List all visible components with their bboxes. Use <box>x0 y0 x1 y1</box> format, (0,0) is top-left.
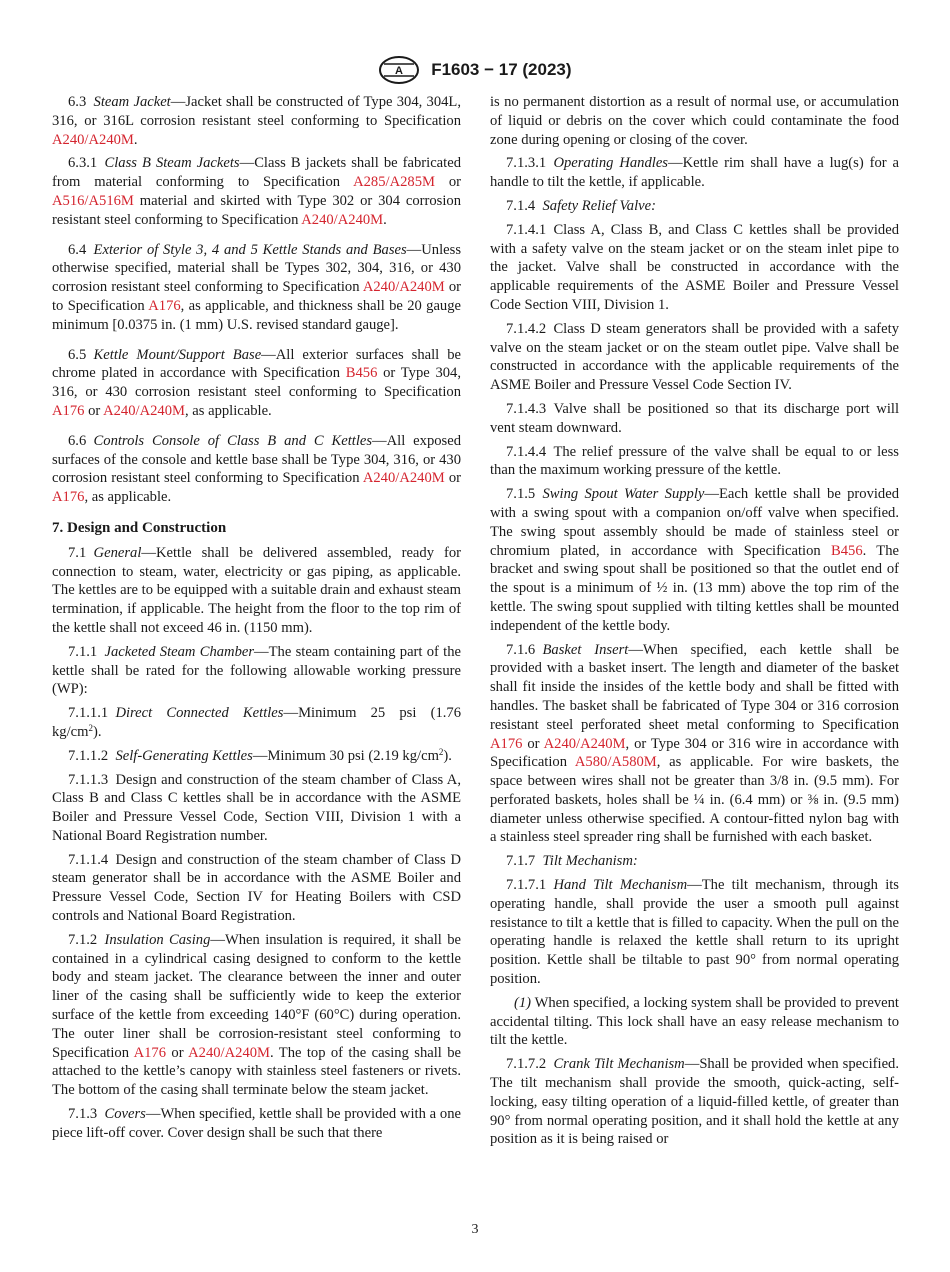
paragraph-7-1-1: 7.1.1 Jacketed Steam Chamber—The steam containing part of the kettle shall be rated for the following allowable working pressure (WP): <box>52 643 461 698</box>
paragraph-7-1-4-4: 7.1.4.4 The relief pressure of the valve shall be equal to or less than the maximum working pressure of the kettle. <box>490 443 899 479</box>
paragraph-7-1-7-1: 7.1.7.1 Hand Tilt Mechanism—The tilt mechanism, through its operating handle, shall provide the user a smooth pull against resistance to tilt a kettle that is filled to capacity. When the pull on the operating handle is relaxed the kettle shall return to its upright position. Kettle shall be tiltable to past 90° from normal operating position. <box>490 877 899 988</box>
paragraph-6-6: 6.6 Controls Console of Class B and C Kettles—All exposed surfaces of the console and kettle base shall be Type 304, 316, or 430 corrosion resistant steel conforming to Specification A240/A240M or A176, as applicable. <box>52 432 462 506</box>
paragraph-7-1-1-3: 7.1.1.3 Design and construction of the steam chamber of Class A, Class B and Class C kettles shall be in accordance with the ASME Boiler and Pressure Vessel Code, Section VIII, Division 1 with a National Board Registration number. <box>52 771 461 844</box>
paragraph-7-1-1-4: 7.1.1.4 Design and construction of the steam chamber of Class D steam generator shall be in accordance with the ASME Boiler and Pressure Vessel Code, Section IV for Heating Boilers with CSD controls and National Board Registration. <box>52 851 461 925</box>
ref-link[interactable]: A240/A240M <box>52 131 134 148</box>
paragraph-6-3: 6.3 Steam Jacket—Jacket shall be constructed of Type 304, 304L, 316, or 316L corrosion resistant steel conforming to Specification A240/A240M. <box>52 94 461 148</box>
standard-designation: F1603 − 17 (2023) <box>431 60 572 79</box>
paragraph-7-1-4-3: 7.1.4.3 Valve shall be positioned so that its discharge port will vent steam downward. <box>490 400 899 436</box>
ref-link[interactable]: A240/A240M <box>543 735 626 752</box>
paragraph-7-1-3-continued: is no permanent distortion as a result of normal use, or accumulation of liquid or debris on the cover which could contaminate the food zone during opening or closing of the cover. <box>490 94 899 148</box>
ref-link[interactable]: A240/A240M <box>103 402 185 419</box>
paragraph-7-1-3-1: 7.1.3.1 Operating Handles—Kettle rim shall have a lug(s) for a handle to tilt the kettle, if applicable. <box>490 155 899 191</box>
svg-text:A: A <box>395 65 404 77</box>
paragraph-6-4: 6.4 Exterior of Style 3, 4 and 5 Kettle Stands and Bases—Unless otherwise specified, material shall be Types 302, 304, 316, or 430 corrosion resistant steel conforming to Specification A240/A240M or to Specification A176, as applicable, and thickness shall be 20 gauge minimum [0.0375 in. (1 mm) U.S. revised standard gauge]. <box>52 241 461 333</box>
ref-link[interactable]: A176 <box>133 1044 167 1061</box>
right-column <box>490 93 899 1154</box>
ref-link[interactable]: A240/A240M <box>188 1044 271 1061</box>
paragraph-7-1-4-2: 7.1.4.2 Class D steam generators shall be provided with a safety valve on the steam jacket or on the steam outlet pipe. Valve shall be constructed in accordance with the applicable requirements of the ASME Boiler and Pressure Vessel Code Section IV. <box>490 320 899 394</box>
paragraph-7-1-1-1: 7.1.1.1 Direct Connected Kettles—Minimum 25 psi (1.76 $kg/cm^2$). <box>52 705 461 740</box>
paragraph-7-1-1-2: 7.1.1.2 Self-Generating Kettles—Minimum 30 psi (2.19 $kg/cm^2$). <box>68 746 452 764</box>
ref-link[interactable]: A176 <box>52 402 85 419</box>
paragraph-7-1: 7.1 General—Kettle shall be delivered assembled, ready for connection to steam, water, electricity or gas piping, as applicable. The kettles are to be equipped with a suitable drain and exhaust steam termination, if applicable. The height from the floor to the top rim of the kettle shall not exceed 46 in. (1150 mm). <box>52 544 461 636</box>
ref-link[interactable]: B456 <box>831 542 863 559</box>
paragraph-7-1-6: 7.1.6 Basket Insert—When specified, each kettle shall be provided with a basket insert. The length and diameter of the basket shall fit inside the insides of the kettle body and shall be fitted with handles. The basket shall be fabricated of Type 304 or 316 corrosion resistant steel perforated sheet metal conforming to Specification A176 or A240/A240M, or Type 304 or 316 wire in accordance with Specification A580/A580M, as applicable. For wire baskets, the space between wires shall not be greater than 3/8 in. (9.5 mm). For perforated baskets, holes shall be ¼ in. (6.4 mm) or ⅜ in. (9.5 mm) diameter unless otherwise specified. A contour-fitted nylon bag with a stainless steel spreader ring shall be furnished with each basket. <box>490 641 900 846</box>
paragraph-7-1-4: 7.1.4 Safety Relief Valve: <box>506 197 656 214</box>
paragraph-7-1-7: 7.1.7 Tilt Mechanism: <box>506 853 638 870</box>
ref-link[interactable]: A240/A240M <box>362 470 445 487</box>
ref-link[interactable]: A516/A516M <box>52 192 134 209</box>
paragraph-7-1-7-2: 7.1.7.2 Crank Tilt Mechanism—Shall be provided when specified. The tilt mechanism shall provide the smooth, quick-acting, self-locking, easy tilting operation of a liquid-filled kettle, of greater than 90° from normal operating position, and it shall hold the kettle at any position as it is being raised or <box>490 1056 899 1148</box>
paragraph-6-5: 6.5 Kettle Mount/Support Base—All exterior surfaces shall be chrome plated in accordance with Specification B456 or Type 304, 316, or 430 corrosion resistant steel conforming to Specification A176 or A240/A240M, as applicable. <box>52 346 462 419</box>
page-header <box>0 55 950 85</box>
ref-link[interactable]: B456 <box>345 365 378 382</box>
paragraph-7-1-7-1-item-1: (1) When specified, a locking system shall be provided to prevent accidental tilting. This lock shall have an easy release mechanism to tilt the kettle. <box>490 994 899 1049</box>
section-heading-7: 7. Design and Construction <box>52 519 227 536</box>
ref-link[interactable]: A580/A580M <box>574 754 657 771</box>
paragraph-7-1-5: 7.1.5 Swing Spout Water Supply—Each kettle shall be provided with a swing spout with a companion on/off valve when specified. The swing spout assembly should be made of stainless steel or chromium plated, in accordance with Specification B456. The bracket and swing spout shall be positioned so that the outlet end of the spout is a minimum of ½ in. (13 mm) above the top rim of the kettle. The swing spout supplied with tilting kettles shall be mounted independent of the kettle body. <box>490 486 899 634</box>
ref-link[interactable]: A176 <box>490 735 523 752</box>
ref-link[interactable]: A240/A240M <box>301 211 384 228</box>
left-column <box>52 93 461 1148</box>
paragraph-7-1-3: 7.1.3 Covers—When specified, kettle shall be provided with a one piece lift-off cover. Cover design shall be such that there <box>52 1106 461 1141</box>
paragraph-6-3-1: 6.3.1 Class B Steam Jackets—Class B jackets shall be fabricated from material conforming to Specification A285/A285M or A516/A516M material and skirted with Type 302 or 304 corrosion resistant steel conforming to Specification A240/A240M. <box>52 155 461 228</box>
paragraph-7-1-4-1: 7.1.4.1 Class A, Class B, and Class C kettles shall be provided with a safety valve on the steam jacket or on the steam inlet pipe to the jacket. Valve shall be constructed in accordance with the applicable requirements of the ASME Boiler and Pressure Vessel Code Section VIII, Division 1. <box>490 221 899 313</box>
ref-link[interactable]: A285/A285M <box>353 174 435 191</box>
ref-link[interactable]: A240/A240M <box>362 279 445 296</box>
paragraph-7-1-2: 7.1.2 Insulation Casing—When insulation is required, it shall be contained in a cylindrical casing designed to conform to the kettle body and steam jacket. The clearance between the inner and outer liner of the casing shall be sufficiently wide to keep the exterior surface of the kettle from exceeding 140°F (60°C) during operation. The outer liner shall be corrosion-resistant steel conforming to Specification A176 or A240/A240M. The top of the casing shall be attached to the kettle’s canopy with stainless steel fasteners or rivets. The bottom of the casing shall terminate below the steam jacket. <box>52 931 461 1099</box>
ref-link[interactable]: A176 <box>52 489 85 506</box>
astm-logo-icon <box>378 55 420 85</box>
page-number: 3 <box>471 1222 479 1237</box>
ref-link[interactable]: A176 <box>148 297 181 314</box>
